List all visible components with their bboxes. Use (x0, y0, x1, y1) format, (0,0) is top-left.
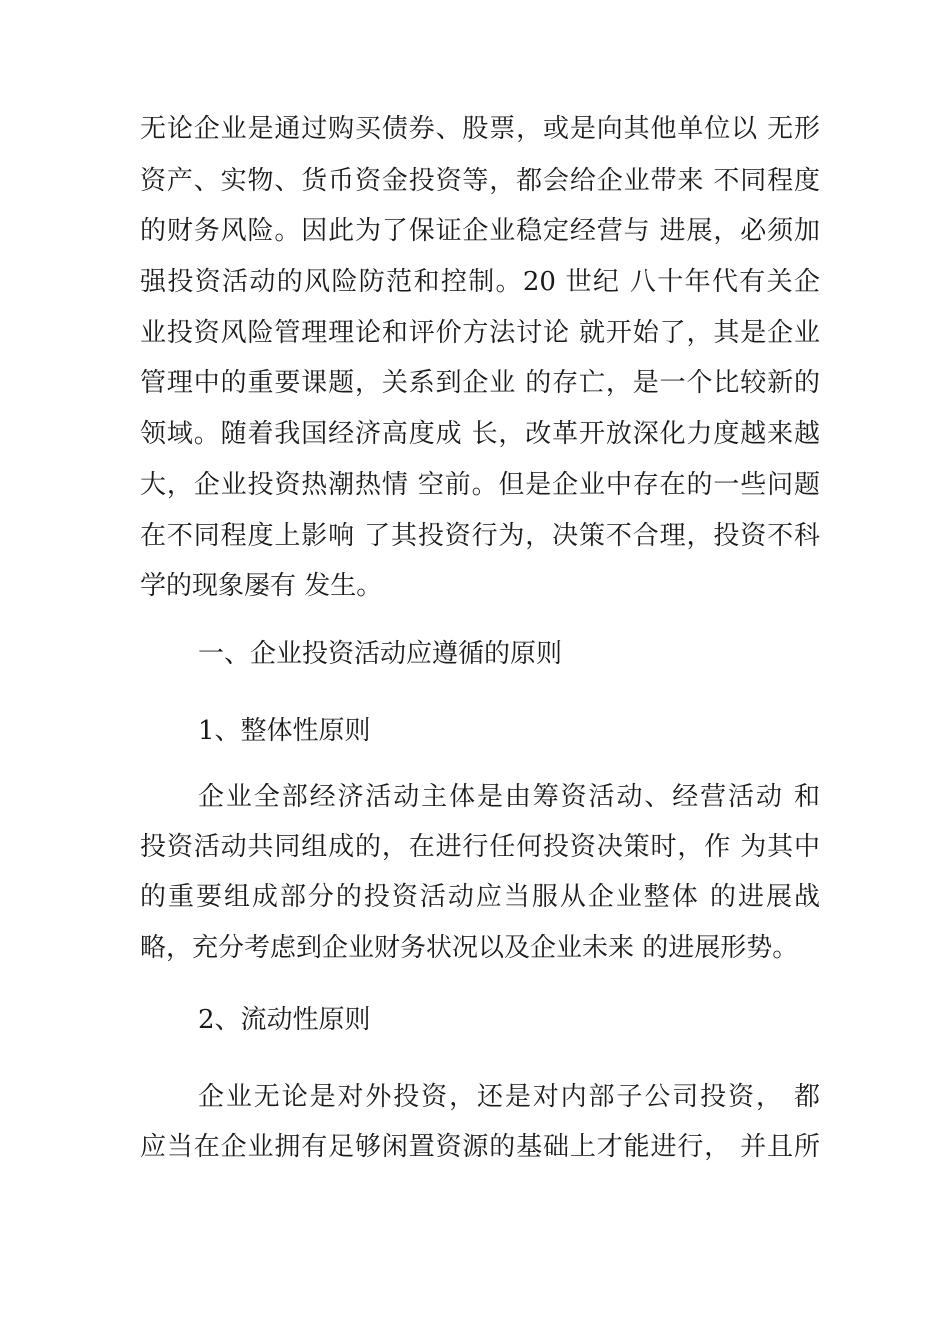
paragraph-line: 业投资风险管理理论和评价方法讨论 就开始了，其是企业 (140, 318, 820, 348)
paragraph-line: 资产、实物、货币资金投资等，都会给企业带来 不同程度 (140, 166, 820, 196)
paragraph-line: 强投资活动的风险防范和控制。20 世纪 八十年代有关企 (140, 267, 820, 297)
paragraph-line: 领域。随着我国经济高度成 长，改革开放深化力度越来越 (140, 419, 820, 449)
principle-heading: 2、流动性原则 (198, 1005, 371, 1035)
paragraph-line: 无论企业是通过购买债券、股票，或是向其他单位以 无形 (140, 114, 820, 144)
paragraph-line: 的重要组成部分的投资活动应当服从企业整体 的进展战 (140, 882, 820, 912)
principle-heading: 1、整体性原则 (198, 716, 371, 746)
paragraph-line: 的财务风险。因此为了保证企业稳定经营与 进展，必须加 (140, 216, 820, 246)
paragraph-line: 学的现象屡有 发生。 (140, 571, 383, 601)
paragraph-line: 应当在企业拥有足够闲置资源的基础上才能进行， 并且所 (140, 1132, 820, 1162)
paragraph-line: 投资活动共同组成的，在进行任何投资决策时，作 为其中 (140, 832, 820, 862)
paragraph-line: 企业无论是对外投资，还是对内部子公司投资， 都 (198, 1082, 820, 1112)
paragraph-line: 企业全部经济活动主体是由筹资活动、经营活动 和 (198, 782, 820, 812)
paragraph-line: 略，充分考虑到企业财务状况以及企业未来 的进展形势。 (140, 933, 799, 963)
paragraph-line: 管理中的重要课题，关系到企业 的存亡，是一个比较新的 (140, 368, 820, 398)
paragraph-line: 大，企业投资热潮热情 空前。但是企业中存在的一些问题 (140, 470, 820, 500)
paragraph-line: 在不同程度上影响 了其投资行为，决策不合理，投资不科 (140, 521, 820, 551)
section-heading: 一、企业投资活动应遵循的原则 (198, 639, 563, 669)
